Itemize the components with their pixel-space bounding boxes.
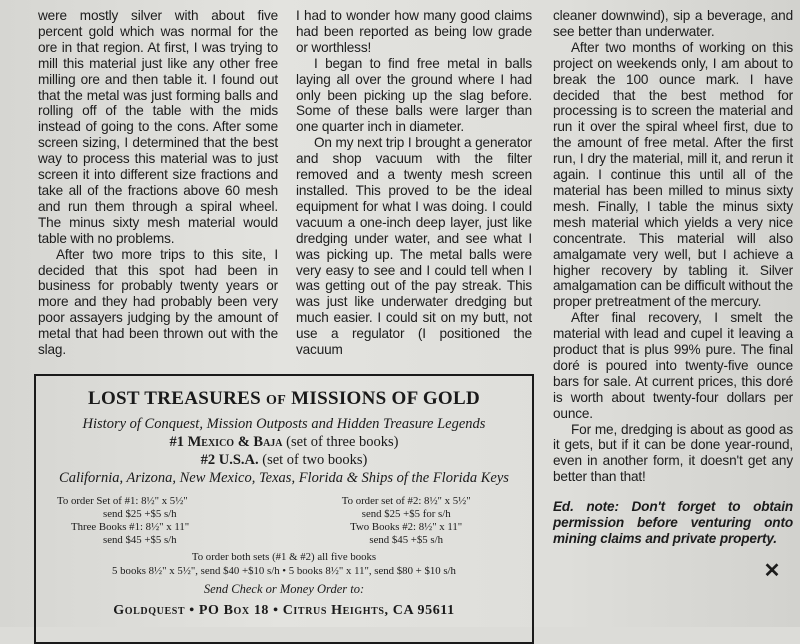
ad-item-2-label: #2 U.S.A. bbox=[200, 452, 259, 468]
paragraph: After final recovery, I smelt the material with lead and cupel it leaving a product that is plus 99% pure. The final doré is poured into twenty-five ounce bars for sale. At current prices, this doré is worth about twenty-four dollars per ounce. bbox=[553, 310, 793, 421]
end-mark-icon: ✕ bbox=[763, 560, 781, 582]
ad-order-line: To order set of #2: 8½" x 5½" bbox=[341, 495, 471, 507]
ad-order-line: send $25 +$5 s/h bbox=[103, 508, 177, 520]
ad-title-part-a: LOST TREASURES bbox=[87, 388, 261, 409]
article-column-1 bbox=[38, 8, 278, 358]
ad-states: California, Arizona, New Mexico, Texas, Florida & Ships of the Florida Keys bbox=[59, 470, 509, 486]
ad-address: Goldquest • PO Box 18 • Citrus Heights, CA 95611 bbox=[113, 603, 455, 618]
ad-order-line: To order Set of #1: 8½" x 5½" bbox=[57, 495, 188, 507]
paragraph: After two more trips to this site, I decided that this spot had been in business for probably twenty years or more and they had probably been very poor assayers judging by the amount of metal that had been thrown out with the slag. bbox=[38, 246, 278, 358]
paragraph: I had to wonder how many good claims had been reported as being low grade or worthless! bbox=[296, 8, 532, 55]
ad-title bbox=[36, 388, 532, 410]
advertisement-box bbox=[34, 374, 534, 644]
ad-item-1-label: #1 Mexico & Baja bbox=[169, 434, 283, 450]
ad-subtitle: History of Conquest, Mission Outposts and Hidden Treasure Legends bbox=[82, 416, 486, 432]
ad-both-sets-heading: To order both sets (#1 & #2) all five books bbox=[191, 551, 377, 563]
article-column-2 bbox=[296, 8, 532, 358]
paragraph: cleaner downwind), sip a beverage, and see better than underwater. bbox=[553, 8, 793, 39]
article-column-3 bbox=[553, 8, 793, 547]
ad-item-1-note: (set of three books) bbox=[286, 434, 399, 450]
ad-order-line: send $25 +$5 for s/h bbox=[361, 508, 451, 520]
ad-order-line: Three Books #1: 8½" x 11" bbox=[71, 521, 190, 533]
ad-item-1 bbox=[36, 434, 532, 451]
paragraph: For me, dredging is about as good as it gets, but if it can be done year-round, even in another form, it doesn't get any better than that! bbox=[553, 421, 793, 485]
ad-order-right bbox=[293, 495, 519, 547]
paragraph: After two months of working on this project on weekends only, I am about to break the 100 ounce mark. I have decided that the best method for processing is to screen the material and run it over the spiral wheel first, due to the amount of free metal. After the first run, I dry the material, mill it, and rerun it again. I continue this until all of the material has been milled to minus sixty mesh. Finally, I table the minus sixty mesh material which yields a very nice concentrate. This material will also amalgamate very well, but I achieve a higher recovery by tabling it. Silver amalgamation can be difficult without the proper pretreatment of the mercury. bbox=[553, 39, 793, 310]
ad-both-sets-prices: 5 books 8½" x 5½", send $40 +$10 s/h • 5 books 8½" x 11", send $80 + $10 s/h bbox=[112, 565, 456, 577]
ad-order-left bbox=[49, 495, 283, 547]
ad-item-2-note: (set of two books) bbox=[262, 452, 368, 468]
paragraph: were mostly silver with about five percent gold which was normal for the ore in that region. At first, I was trying to mill this material just like any other free milling ore and then table it. I found out that the metal was just forming balls and rolling off of the table with the mids instead of going to the cons. After some screen sizing, I determined that the best way to process this material was to just screen it into different size fractions and take all of the fractions above 60 mesh and run them through a spiral wheel. The minus sixty mesh material would table with no problems. bbox=[38, 8, 278, 246]
ad-order-grid bbox=[49, 495, 519, 547]
ad-item-2 bbox=[36, 452, 532, 469]
ad-order-line: send $45 +$5 s/h bbox=[103, 534, 177, 546]
ad-title-part-b: MISSIONS OF GOLD bbox=[291, 388, 481, 409]
paragraph: I began to find free metal in balls laying all over the ground where I had only been picking up the slag before. Some of these balls were larger than one quarter inch in diameter. bbox=[296, 55, 532, 135]
ad-send-instructions: Send Check or Money Order to: bbox=[203, 582, 365, 596]
ad-title-of: OF bbox=[266, 393, 287, 408]
ad-order-line: send $45 +$5 s/h bbox=[369, 534, 443, 546]
editor-note: Ed. note: Don't forget to obtain permission before venturing onto mining claims and private property. bbox=[553, 499, 793, 546]
paragraph: On my next trip I brought a generator and shop vacuum with the filter removed and a twenty mesh screen installed. This proved to be the ideal equipment for what I was doing. I could vacuum a one-inch deep layer, just like dredging under water, and see what I was picking up. The metal balls were very easy to see and I could tell when I was getting out of the pay streak. This was just like underwater dredging but much easier. I could sit on my butt, not use a regulator (I positioned the vacuum bbox=[296, 135, 532, 358]
ad-order-line: Two Books #2: 8½" x 11" bbox=[350, 521, 463, 533]
